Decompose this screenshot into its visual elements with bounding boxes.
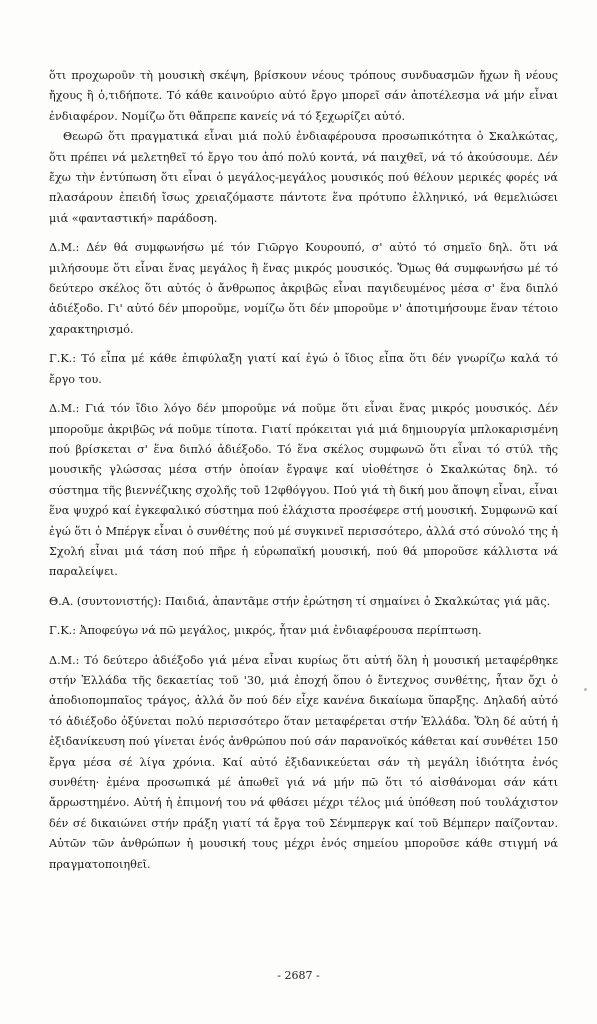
paragraph-gk-reply-1: Γ.Κ.: Τό εἶπα μέ κάθε ἐπιφύλαξη γιατί καί ἐγώ ὁ ἴδιος εἶπα ὅτι δέν γνωρίζω καλά τό ἔργο του. <box>49 352 558 386</box>
paragraph-dm-reply-1: Δ.Μ.: Δέν θά συμφωνήσω μέ τόν Γιῶργο Κουρουπό, σ' αὐτό τό σημεῖο δηλ. ὅτι νά μιλήσουμε ὅτι εἶναι ἕνας μεγάλος ἢ ἕνας μικρός μουσικός. Ὅμως θά συμφωνήσω μέ τό δεύτερο σκέλος ὅτι αὐτός ὁ ἄνθρωπος ἀκριβῶς εἶναι παγιδευμένος μέσα σ' ἕνα διπλό ἀδιέξοδο. Γι' αὐτό δέν μποροῦμε, νομίζω ὅτι δέν μποροῦμε ν' ἀποτιμήσουμε ἕναν τέτοιο χαρακτηρισμό. <box>49 241 558 336</box>
paragraph-dm-reply-2: Δ.Μ.: Γιά τόν ἴδιο λόγο δέν μποροῦμε νά ποῦμε ὅτι εἶναι ἕνας μικρός μουσικός. Δέν μποροῦμε ἀκριβῶς νά ποῦμε τίποτα. Γιατί πρόκειται γιά μιά δημιουργία μπλοκαρισμένη πού βρίσκεται σ' ἕνα διπλό ἀδιέξοδο. Τό ἕνα σκέλος συμφωνῶ ὅτι εἶναι τό στύλ τῆς μουσικῆς γλώσσας μέσα στήν ὁποίαν ἔγραψε καί υἱοθέτησε ὁ Σκαλκώτας δηλ. τό σύστημα τῆς βιεννέζικης σχολῆς τοῦ 12φθόγγου. Πού γιά τὴ δική μου ἄποψη εἶναι, εἶναι ἕνα ψυχρό καί ἐγκεφαλικό σύστημα πού ἐλάχιστα προσέφερε στή μουσική. Συμφωνῶ καί ἐγώ ὅτι ὁ Μπέργκ εἶναι ὁ συνθέτης πού μέ συγκινεῖ περισσότερο, ἀλλά στό σύνολό της ἡ Σχολή εἶναι μιά τάση πού πῆρε ἡ εὐρωπαϊκή μουσική, πού θά μποροῦσε κάλλιστα νά παραλείψει. <box>49 402 558 579</box>
page-number: - 2687 - <box>277 969 320 982</box>
paragraph-dm-reply-3: Δ.Μ.: Τό δεύτερο ἀδιέξοδο γιά μένα εἶναι κυρίως ὅτι αὐτή ὅλη ἡ μουσική μεταφέρθηκε στήν Ἑλλάδα τῆς δεκαετίας τοῦ '30, μιά ἐποχή ὅπου ὁ ἔντεχνος συνθέτης, ἦταν ὄχι ὁ ἀποδιοπομπαῖος τράγος, ἀλλά ὄν πού δέν εἶχε κανένα δικαίωμα ὕπαρξης. Δηλαδή αὐτό τό ἀδιέξοδο ὀξύνεται πολύ περισσότερο ὅταν μεταφέρεται στήν Ἑλλάδα. Ὅλη δέ αὐτή ἡ ἐξιδανίκευση πού γίνεται ἑνός ἀνθρώπου πού σάν παρανοϊκός κάθεται καί συνθέτει 150 ἔργα μέσα σέ λίγα χρόνια. Καί αὐτό ἐξιδανικεύεται σάν τὴ μεγάλη ἰδιότητα ἑνός συνθέτη· ἐμένα προσωπικά μέ ἀπωθεῖ γιά νά μήν πῶ ὅτι τό αἰσθάνομαι σάν κάτι ἄρρωστημένο. Αὐτή ἡ ἐπιμονή του νά φθάσει μέχρι τέλος μιά ὑπόθεση πού τουλάχιστον δέν σέ δικαιώνει στήν πράξη γιατί τά ἔργα τοῦ Σένμπεργκ καί τοῦ Βέμπερν παίζονταν. Αὐτῶν τῶν ἀνθρώπων ἡ μουσική τους μέχρι ἑνός σημείου μποροῦσε κάθε στιγμή νά πραγματοποιηθεῖ. <box>49 653 558 871</box>
paragraph-continuation: ὅτι προχωροῦν τὴ μουσικὴ σκέψη, βρίσκουν νέους τρόπους συνδυασμῶν ἤχων ἢ νέους ἤχους ἢ ὁ,τιδήποτε. Τό κάθε καινούριο αὐτό ἔργο μπορεῖ σάν ἀποτέλεσμα νά μήν εἶναι ἐνδιαφέρον. Νομίζω ὅτι θἄπρεπε κανείς νά τό ξεχωρίζει αὐτό. <box>49 69 558 123</box>
body-text <box>49 66 558 875</box>
paragraph-skalkotas-personality: Θεωρῶ ὅτι πραγματικά εἶναι μιά πολύ ἐνδιαφέρουσα προσωπικότητα ὁ Σκαλκώτας, ὅτι πρέπει νά μελετηθεῖ τό ἔργο του ἀπό πολύ κοντά, νά παιχθεῖ, νά τό ἀκούσουμε. Δέν ἔχω τὴν ἐντύπωση ὅτι εἶναι ὁ μεγάλος-μεγάλος μουσικός πού θέλουν μερικές φορές νά πλασάρουν ἐπειδή ἴσως χρειαζόμαστε πάντοτε ἕνα πρότυπο ἑλληνικό, νά θεμελιώσει μιά «φανταστική» παράδοση. <box>49 130 558 225</box>
paragraph-moderator-question: Θ.Α. (συντονιστής): Παιδιά, ἀπαντᾶμε στήν ἐρώτηση τί σημαίνει ὁ Σκαλκώτας γιά μᾶς. <box>49 594 551 608</box>
scan-speck <box>584 688 587 691</box>
paragraph-gk-reply-2: Γ.Κ.: Ἀποφεύγω νά πῶ μεγάλος, μικρός, ἦταν μιά ἐνδιαφέρουσα περίπτωση. <box>49 624 482 638</box>
